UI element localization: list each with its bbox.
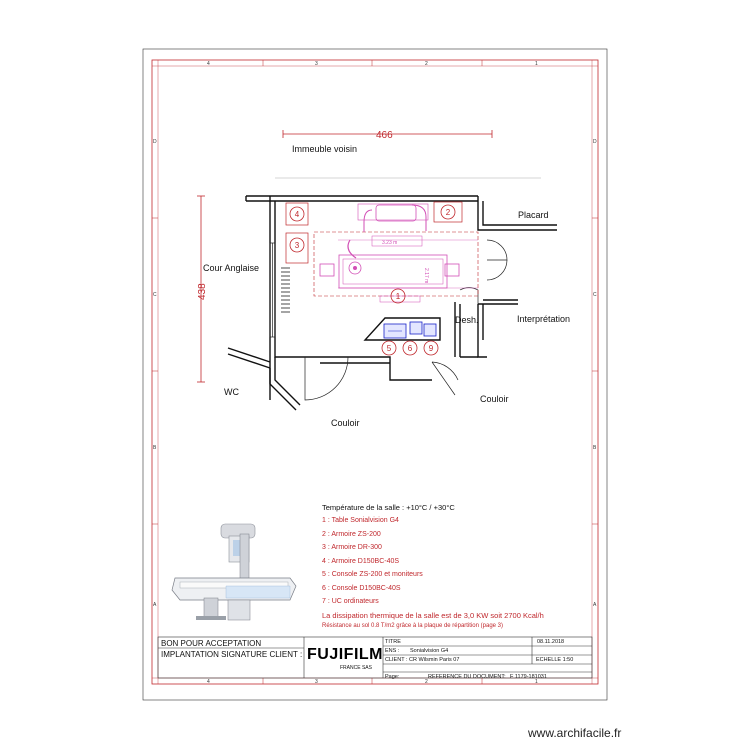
control-desk [365,318,440,340]
row-label-right-d: D [593,139,597,145]
marker-2: 2 [445,208,451,217]
room-neighbor: Immeuble voisin [292,144,358,154]
row-label-left-d: D [153,139,157,145]
row-label-right-c: C [593,292,597,298]
row-label-right-a: A [593,602,597,608]
fujifilm-logo-sub: FRANCE SAS [340,665,372,671]
legend-dissipation: La dissipation thermique de la salle est de 3,0 KW soit 2700 Kcal/h [322,611,544,620]
reference-label: REFERENCE DU DOCUMENT: [428,674,506,680]
client-label: CLIENT : [385,657,408,663]
reference-value: F 1179-181031 [510,674,547,680]
marker-6: 6 [407,344,413,353]
row-label-left-a: A [153,602,157,608]
legend-item-4: 4 : Armoire D150BC-40S [322,557,400,565]
equipment-photo [172,524,296,620]
acceptance-line-2: IMPLANTATION SIGNATURE CLIENT : [161,650,303,659]
height-dimension [197,196,208,382]
col-label-bottom-3: 3 [315,679,318,685]
marker-9: 9 [428,344,434,353]
col-label-top-4: 4 [207,61,210,67]
room-desh: Desh. [455,315,479,325]
room-courtyard: Cour Anglaise [203,263,260,273]
ens-value: Sonialvision G4 [410,648,449,654]
room-interpretation: Interprétation [517,314,571,324]
radiator [281,268,290,312]
col-label-top-2: 2 [425,61,428,67]
width-dimension-label: 466 [376,130,393,141]
cabinets [286,202,462,263]
legend-temperature: Température de la salle : +10°C / +30°C [322,503,455,512]
date-value: 08.11.2018 [537,639,565,645]
col-label-bottom-4: 4 [207,679,210,685]
legend-item-6: 6 : Console D150BC-40S [322,584,401,592]
dim-inner-width: 3.23 m [382,240,398,246]
walls [228,196,557,410]
acceptance-line-1: BON POUR ACCEPTATION [161,639,262,648]
col-label-top-1: 1 [535,61,538,67]
dim-inner-height: 2.17 m [423,268,429,284]
legend [322,503,612,629]
marker-3: 3 [294,241,300,250]
client-value: CR Wilsmin Paris 07 [409,657,460,663]
titre-label: TITRE [385,639,401,645]
row-label-left-b: B [153,445,157,451]
legend-item-1: 1 : Table Sonialvision G4 [322,517,399,524]
legend-resistance: Résistance au sol 0.8 T/m2 grâce à la plaque de répartition (page 3) [322,623,503,629]
col-label-top-3: 3 [315,61,318,67]
courtyard-window [270,243,275,337]
scale-value: ECHELLE 1:50 [536,657,574,663]
col-label-bottom-1: 1 [535,679,538,685]
watermark: www.archifacile.fr [528,726,622,740]
page-label: Page: [385,674,400,680]
legend-item-5: 5 : Console ZS-200 et moniteurs [322,571,423,578]
room-closet: Placard [518,210,549,220]
room-corridor-left: Couloir [331,418,360,428]
marker-5: 5 [386,344,392,353]
width-dimension [283,130,492,141]
row-label-right-b: B [593,445,597,451]
marker-4: 4 [294,210,300,219]
ens-label: ENS : [385,648,400,654]
row-label-left-c: C [153,292,157,298]
xray-table-plan [320,204,459,302]
room-wc: WC [224,387,239,397]
legend-item-3: 3 : Armoire DR-300 [322,544,382,551]
marker-1: 1 [395,292,401,301]
legend-item-7: 7 : UC ordinateurs [322,598,379,605]
col-label-bottom-2: 2 [425,679,428,685]
room-corridor-right: Couloir [480,394,509,404]
legend-item-2: 2 : Armoire ZS-200 [322,530,381,538]
height-dimension-label: 438 [197,283,208,300]
fujifilm-logo: FUJIFILM [307,646,383,663]
